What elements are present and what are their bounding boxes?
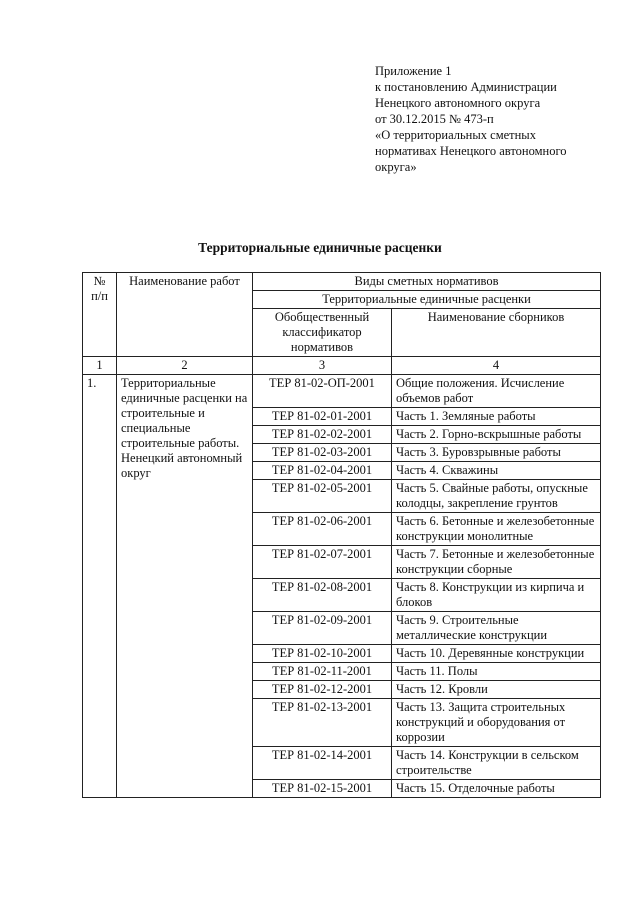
appendix-line: «О территориальных сметных — [375, 128, 536, 142]
collection-name: Часть 10. Деревянные конструкции — [392, 645, 601, 663]
collection-name: Часть 1. Земляные работы — [392, 408, 601, 426]
appendix-block — [375, 63, 625, 175]
norm-code: ТЕР 81-02-14-2001 — [253, 747, 392, 780]
appendix-line: Ненецкого автономного округа — [375, 96, 541, 110]
collection-name: Часть 14. Конструкции в сельском строительстве — [392, 747, 601, 780]
collection-name: Часть 13. Защита строительных конструкций и оборудования от коррозии — [392, 699, 601, 747]
collection-name: Часть 2. Горно-вскрышные работы — [392, 426, 601, 444]
table-row — [83, 375, 601, 408]
header-kinds: Виды сметных нормативов — [253, 273, 601, 291]
column-number: 3 — [253, 357, 392, 375]
collection-name: Часть 12. Кровли — [392, 681, 601, 699]
norm-code: ТЕР 81-02-08-2001 — [253, 579, 392, 612]
collection-name: Часть 4. Скважины — [392, 462, 601, 480]
appendix-line: от 30.12.2015 № 473-п — [375, 112, 494, 126]
header-classifier: Обобщественный классификатор нормативов — [253, 309, 392, 357]
header-collections: Наименование сборников — [392, 309, 601, 357]
norm-code: ТЕР 81-02-10-2001 — [253, 645, 392, 663]
column-number-row — [83, 357, 601, 375]
collection-name: Часть 5. Свайные работы, опускные колодцы, закрепление грунтов — [392, 480, 601, 513]
norm-code: ТЕР 81-02-15-2001 — [253, 780, 392, 798]
collection-name: Часть 11. Полы — [392, 663, 601, 681]
norm-code: ТЕР 81-02-04-2001 — [253, 462, 392, 480]
norm-code: ТЕР 81-02-13-2001 — [253, 699, 392, 747]
appendix-line: округа» — [375, 160, 417, 174]
appendix-line: к постановлению Администрации — [375, 80, 557, 94]
norm-code: ТЕР 81-02-03-2001 — [253, 444, 392, 462]
norm-code: ТЕР 81-02-12-2001 — [253, 681, 392, 699]
norm-code: ТЕР 81-02-06-2001 — [253, 513, 392, 546]
document-title: Территориальные единичные расценки — [198, 240, 442, 255]
collection-name: Часть 9. Строительные металлические конструкции — [392, 612, 601, 645]
header-row — [83, 273, 601, 291]
norm-code: ТЕР 81-02-09-2001 — [253, 612, 392, 645]
row-number: 1. — [83, 375, 117, 798]
appendix-line: Приложение 1 — [375, 64, 452, 78]
collection-name: Общие положения. Исчисление объемов работ — [392, 375, 601, 408]
column-number: 1 — [83, 357, 117, 375]
header-rates: Территориальные единичные расценки — [253, 291, 601, 309]
column-number: 2 — [117, 357, 253, 375]
collection-name: Часть 7. Бетонные и железобетонные конструкции сборные — [392, 546, 601, 579]
collection-name: Часть 8. Конструкции из кирпича и блоков — [392, 579, 601, 612]
header-work: Наименование работ — [117, 273, 253, 357]
norm-code: ТЕР 81-02-ОП-2001 — [253, 375, 392, 408]
header-num: № п/п — [83, 273, 117, 357]
column-number: 4 — [392, 357, 601, 375]
appendix-line: нормативах Ненецкого автономного — [375, 144, 567, 158]
norm-code: ТЕР 81-02-07-2001 — [253, 546, 392, 579]
collection-name: Часть 3. Буровзрывные работы — [392, 444, 601, 462]
norm-code: ТЕР 81-02-01-2001 — [253, 408, 392, 426]
rates-table — [82, 272, 601, 798]
collection-name: Часть 15. Отделочные работы — [392, 780, 601, 798]
row-work-name: Территориальные единичные расценки на строительные и специальные строительные работы. Ненецкий автономный округ — [117, 375, 253, 798]
collection-name: Часть 6. Бетонные и железобетонные конструкции монолитные — [392, 513, 601, 546]
norm-code: ТЕР 81-02-11-2001 — [253, 663, 392, 681]
norm-code: ТЕР 81-02-05-2001 — [253, 480, 392, 513]
norm-code: ТЕР 81-02-02-2001 — [253, 426, 392, 444]
